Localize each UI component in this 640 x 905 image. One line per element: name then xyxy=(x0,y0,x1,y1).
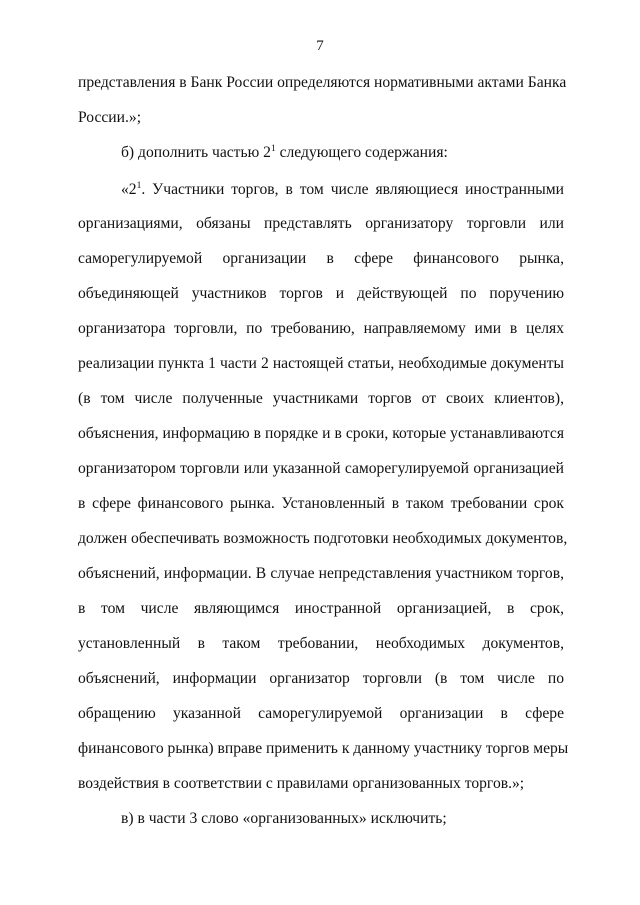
paragraph-b xyxy=(121,143,564,163)
text-line: должен обеспечивать возможность подготовки необходимых документов, xyxy=(78,530,568,547)
text-line: установленный в таком требовании, необходимых документов, xyxy=(78,635,564,652)
text-line: объяснений, информации. В случае непредставления участником торгов, xyxy=(78,565,564,582)
text-line: объяснения, информацию в порядке и в сроки, которые устанавливаются xyxy=(78,425,564,442)
text-line: представления в Банк России определяются нормативными актами Банка xyxy=(78,74,567,91)
text-fragment: . Участники торгов, в том числе являющиеся иностранными xyxy=(141,181,564,198)
text-line: объяснений, информации организатор торговли (в том числе по xyxy=(78,670,564,687)
paragraph-v: в) в части 3 слово «организованных» исключить; xyxy=(121,810,447,827)
text-line: объединяющей участников торгов и действующей по поручению xyxy=(78,285,564,302)
text-line: организатором торговли или указанной саморегулируемой организацией xyxy=(78,460,564,477)
paragraph-2-1-start xyxy=(121,180,564,200)
text-line: воздействия в соответствии с правилами организованных торгов.»; xyxy=(78,775,525,792)
text-line: России.»; xyxy=(78,109,142,126)
text-line: организатора торговли, по требованию, направляемому ими в целях xyxy=(78,320,564,337)
superscript: 1 xyxy=(270,144,276,154)
page-number: 7 xyxy=(316,38,324,54)
text-fragment: б) дополнить частью 2 xyxy=(121,144,271,161)
text-line: обращению указанной саморегулируемой организации в сфере xyxy=(78,705,564,722)
text-line: организациями, обязаны представлять организатору торговли или xyxy=(78,215,564,232)
text-line: в том числе являющимся иностранной организацией, в срок, xyxy=(78,600,564,617)
text-line: финансового рынка) вправе применить к данному участнику торгов меры xyxy=(78,740,569,757)
text-fragment: следующего содержания: xyxy=(279,144,448,161)
text-line: в сфере финансового рынка. Установленный в таком требовании срок xyxy=(78,495,564,512)
text-line: реализации пункта 1 части 2 настоящей статьи, необходимые документы xyxy=(78,355,564,372)
text-line: (в том числе полученные участниками торгов от своих клиентов), xyxy=(78,390,564,407)
text-fragment: «2 xyxy=(121,181,137,198)
superscript: 1 xyxy=(136,181,142,191)
text-line: саморегулируемой организации в сфере финансового рынка, xyxy=(78,250,564,267)
